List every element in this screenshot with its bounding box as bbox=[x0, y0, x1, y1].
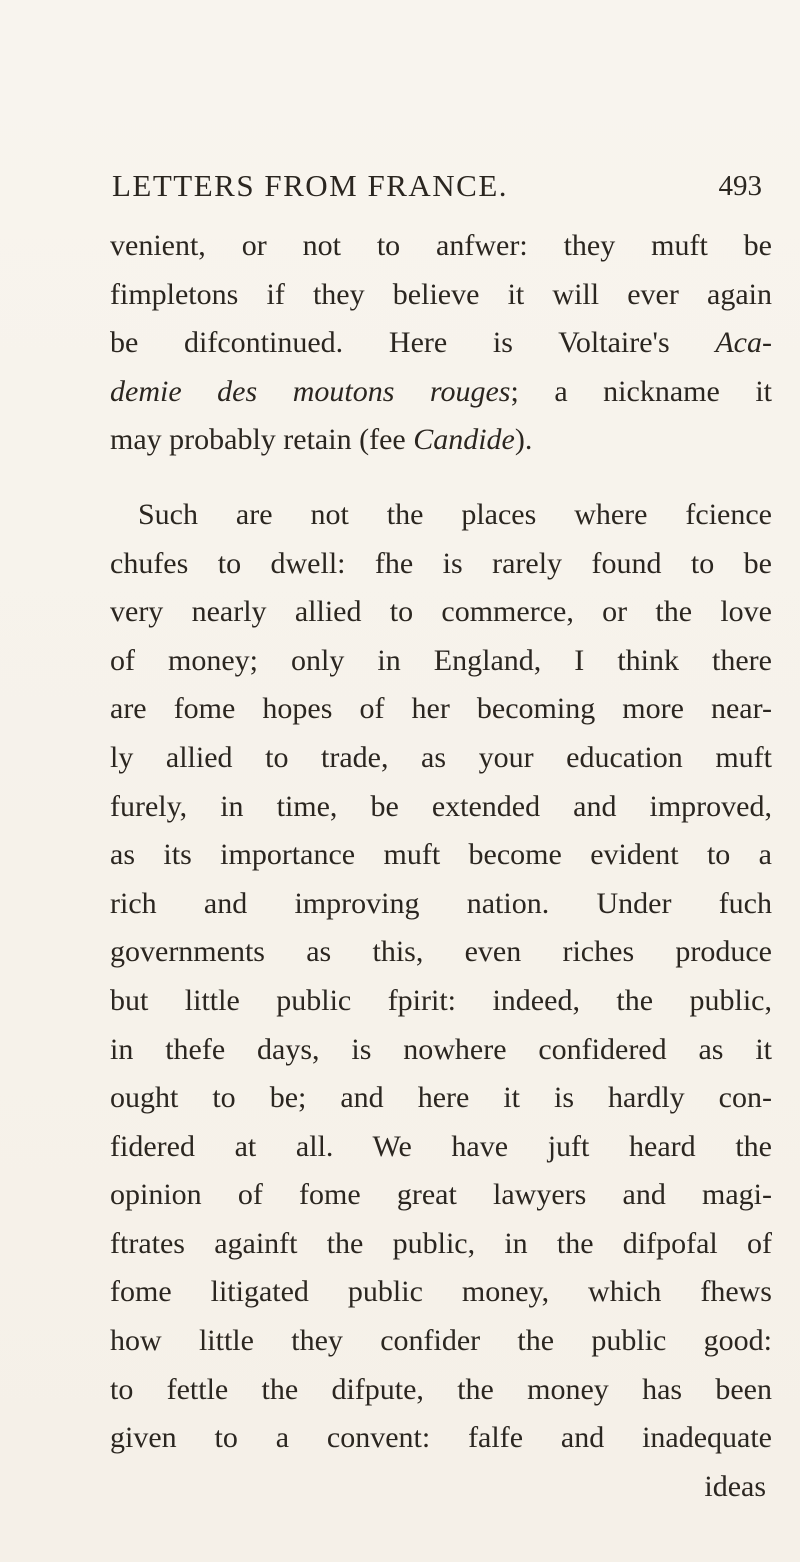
text-line: to fettle the difpute, the money has been bbox=[110, 1372, 772, 1406]
text-line: Such are not the places where fcience bbox=[138, 497, 772, 531]
text-segment: ). bbox=[514, 423, 533, 457]
paragraph-gap bbox=[110, 465, 772, 491]
text-line: of money; only in England, I think there bbox=[110, 643, 772, 677]
text-line: how little they confider the public good: bbox=[110, 1324, 772, 1358]
running-head: LETTERS FROM FRANCE. bbox=[112, 168, 509, 203]
text-line bbox=[110, 416, 772, 465]
text-line: very nearly allied to commerce, or the love bbox=[110, 595, 772, 629]
catchword: ideas bbox=[704, 1469, 766, 1503]
page-body bbox=[110, 222, 772, 1511]
text-line: rich and improving nation. Under fuch bbox=[110, 886, 772, 920]
text-line: in thefe days, is nowhere confidered as it bbox=[110, 1032, 772, 1066]
text-segment: ; a nickname it bbox=[510, 374, 772, 408]
text-line: given to a convent: falfe and inadequate bbox=[110, 1421, 772, 1455]
text-line: ought to be; and here it is hardly con- bbox=[110, 1081, 772, 1115]
text-line: but little public fpirit: indeed, the public, bbox=[110, 983, 772, 1017]
italic-title: Candide bbox=[413, 423, 515, 457]
italic-title: Aca- bbox=[715, 326, 772, 360]
text-segment: may probably retain (fee bbox=[110, 423, 406, 457]
paragraph-1 bbox=[110, 222, 772, 465]
text-line: ftrates againft the public, in the difpofal of bbox=[110, 1226, 772, 1260]
text-line: ly allied to trade, as your education muft bbox=[110, 740, 772, 774]
text-line: chufes to dwell: fhe is rarely found to be bbox=[110, 546, 772, 580]
italic-title: demie des moutons rouges bbox=[110, 374, 511, 408]
page-header bbox=[112, 168, 762, 212]
text-segment: be difcontinued. Here is Voltaire's bbox=[110, 326, 670, 360]
text-line: fome litigated public money, which fhews bbox=[110, 1275, 772, 1309]
text-line: furely, in time, be extended and improved, bbox=[110, 789, 772, 823]
text-line: fimpletons if they believe it will ever again bbox=[110, 277, 772, 311]
text-line: as its importance muft become evident to a bbox=[110, 838, 772, 872]
text-line: venient, or not to anfwer: they muft be bbox=[110, 229, 772, 262]
paragraph-2 bbox=[110, 491, 772, 1511]
page-number: 493 bbox=[718, 170, 762, 202]
text-line bbox=[110, 319, 772, 368]
text-line: governments as this, even riches produce bbox=[110, 935, 772, 969]
text-line: opinion of fome great lawyers and magi- bbox=[110, 1178, 772, 1212]
text-line bbox=[110, 368, 772, 417]
text-line: fidered at all. We have juft heard the bbox=[110, 1129, 772, 1163]
text-line: are fome hopes of her becoming more near- bbox=[110, 692, 772, 726]
